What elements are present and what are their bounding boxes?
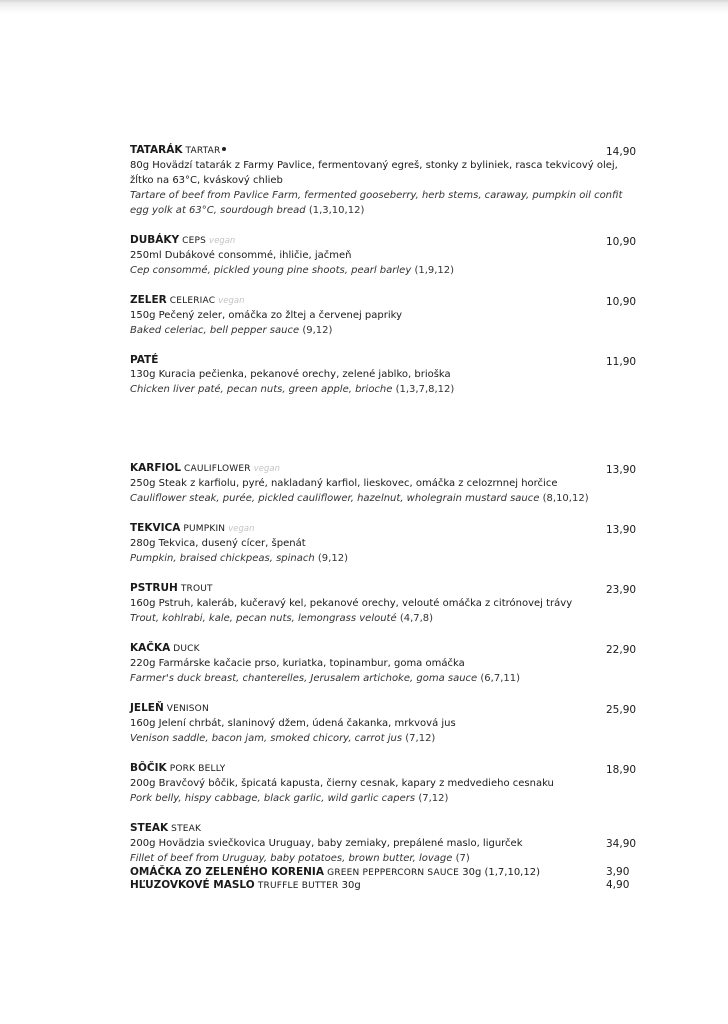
dish-description-en: Tartare of beef from Pavlice Farm, fermented gooseberry, herb stems, caraway, pumpkin oil confit egg yolk at 63°C, sourdough bread (1,3,10,12) (130, 190, 623, 216)
menu-item-pstruh (130, 582, 640, 626)
dish-description-sk: 130g Kuracia pečienka, pekanové orechy, zelené jablko, brioška (130, 369, 451, 380)
allergens: (7,12) (405, 733, 436, 744)
dish-en-name: TARTAR (185, 146, 221, 156)
dish-price: 34,90 (606, 838, 637, 850)
extra-price: 4,90 (606, 879, 630, 891)
allergens: (1,3,7,8,12) (395, 384, 455, 395)
menu-page (130, 144, 640, 892)
dish-description-en: Farmer's duck breast, chanterelles, Jerusalem artichoke, goma sauce (6,7,11) (130, 673, 520, 684)
allergens: (7,12) (418, 793, 449, 804)
dish-price: 10,90 (606, 236, 637, 248)
dish-price: 10,90 (606, 296, 637, 308)
vegan-tag: vegan (209, 236, 236, 246)
dish-en-name: CEPS (182, 236, 207, 246)
dish-en-name: VENISON (166, 704, 209, 714)
menu-item-karfiol (130, 462, 640, 506)
dish-name: TEKVICA (130, 522, 181, 534)
dish-description-sk: 200g Hovädzia sviečkovica Uruguay, baby zemiaky, prepálené maslo, ligurček (130, 838, 523, 849)
dish-en-name: PORK BELLY (169, 764, 226, 774)
dish-name: ZELER (130, 294, 167, 306)
menu-item-jelen (130, 702, 640, 746)
dish-price: 23,90 (606, 584, 637, 596)
dish-price: 11,90 (606, 356, 637, 368)
menu-item-tatarak (130, 144, 640, 218)
dish-en-name: PUMPKIN (183, 524, 226, 534)
vegan-tag: vegan (253, 464, 281, 474)
allergens: (1,9,12) (414, 265, 455, 276)
dish-name: STEAK (130, 822, 169, 834)
dish-description-sk: 160g Pstruh, kaleráb, kučeravý kel, pekanové orechy, velouté omáčka z citrónovej trávy (130, 598, 573, 609)
dish-name: KAČKA (130, 642, 171, 654)
dish-en-name: STEAK (171, 824, 202, 834)
section-spacer (130, 413, 640, 462)
allergens: (8,10,12) (542, 493, 589, 504)
vegan-tag: vegan (228, 524, 255, 534)
dish-price: 18,90 (606, 764, 637, 776)
dish-name: PSTRUH (130, 582, 178, 594)
dish-description-en: Baked celeriac, bell pepper sauce (9,12) (130, 325, 333, 336)
dish-en-name: TROUT (180, 584, 213, 594)
vegan-tag: vegan (218, 296, 245, 306)
dish-description-en: Pork belly, hispy cabbage, black garlic, wild garlic capers (7,12) (130, 793, 449, 804)
dish-en-name: CAULIFLOWER (184, 464, 251, 474)
dish-name: KARFIOL (130, 462, 182, 474)
allergens: (1,3,10,12) (308, 205, 365, 216)
dish-description-en: Fillet of beef from Uruguay, baby potatoes, brown butter, lovage (7) (130, 853, 470, 864)
menu-item-dubaky (130, 234, 640, 278)
viewer-top-shadow (0, 0, 728, 14)
dish-description-en: Cauliflower steak, purée, pickled cauliflower, hazelnut, wholegrain mustard sauce (8,10,12) (130, 493, 589, 504)
dish-name: TATARÁK (130, 144, 183, 156)
menu-item-kacka (130, 642, 640, 686)
allergens: (9,12) (317, 553, 348, 564)
menu-item-zeler (130, 294, 640, 338)
dish-price: 14,90 (606, 146, 637, 158)
dish-price: 13,90 (606, 464, 637, 476)
dish-description-en: Pumpkin, braised chickpeas, spinach (9,12) (130, 553, 348, 564)
dish-en-name: DUCK (173, 644, 200, 654)
dish-description-sk: 280g Tekvica, dusený cícer, špenát (130, 538, 306, 549)
menu-item-pate (130, 354, 640, 397)
menu-item-bocik (130, 762, 640, 806)
bullet-dot-icon (222, 147, 226, 151)
extra-price: 3,90 (606, 866, 630, 878)
dish-description-en: Trout, kohlrabi, kale, pecan nuts, lemongrass velouté (4,7,8) (130, 613, 434, 624)
allergens: (9,12) (302, 325, 333, 336)
dish-description-sk: 80g Hovädzí tatarák z Farmy Pavlice, fermentovaný egreš, stonky z byliniek, rasca tekvicový olej, žĺtko na 63°C, kváskový chlieb (130, 160, 618, 186)
dish-price: 13,90 (606, 524, 637, 536)
dish-description-sk: 200g Bravčový bôčik, špicatá kapusta, čierny cesnak, kapary z medvedieho cesnaku (130, 778, 554, 789)
allergens: (7) (455, 853, 470, 864)
dish-description-sk: 250ml Dubákové consommé, ihličie, jačmeň (130, 250, 352, 261)
dish-description-en: Chicken liver paté, pecan nuts, green apple, brioche (1,3,7,8,12) (130, 384, 455, 395)
dish-price: 22,90 (606, 644, 637, 656)
dish-description-en: Cep consommé, pickled young pine shoots, pearl barley (1,9,12) (130, 265, 455, 276)
dish-en-name: CELERIAC (169, 296, 216, 306)
dish-description-sk: 150g Pečený zeler, omáčka zo žltej a červenej papriky (130, 310, 402, 321)
menu-item-tekvica (130, 522, 640, 566)
dish-description-en: Venison saddle, bacon jam, smoked chicory, carrot jus (7,12) (130, 733, 436, 744)
extra-truffle-butter: HĽUZOVKOVÉ MASLO TRUFFLE BUTTER 30g 4,90 (130, 879, 630, 891)
dish-name: PATÉ (130, 354, 159, 366)
dish-name: BÔČIK (130, 762, 167, 774)
dish-name: JELEŇ (130, 702, 164, 714)
allergens: (6,7,11) (480, 673, 520, 684)
dish-description-sk: 250g Steak z karfiolu, pyré, nakladaný karfiol, lieskovec, omáčka z celozrnnej horčice (130, 478, 558, 489)
dish-price: 25,90 (606, 704, 637, 716)
dish-name: DUBÁKY (130, 234, 180, 246)
dish-description-sk: 220g Farmárske kačacie prso, kuriatka, topinambur, goma omáčka (130, 658, 465, 669)
dish-description-sk: 160g Jelení chrbát, slaninový džem, údená čakanka, mrkvová jus (130, 718, 456, 729)
menu-item-steak (130, 822, 640, 892)
extra-peppercorn-sauce: OMÁČKA ZO ZELENÉHO KORENIA GREEN PEPPERCORN SAUCE 30g (1,7,10,12) 3,90 (130, 866, 630, 878)
allergens: (4,7,8) (399, 613, 434, 624)
